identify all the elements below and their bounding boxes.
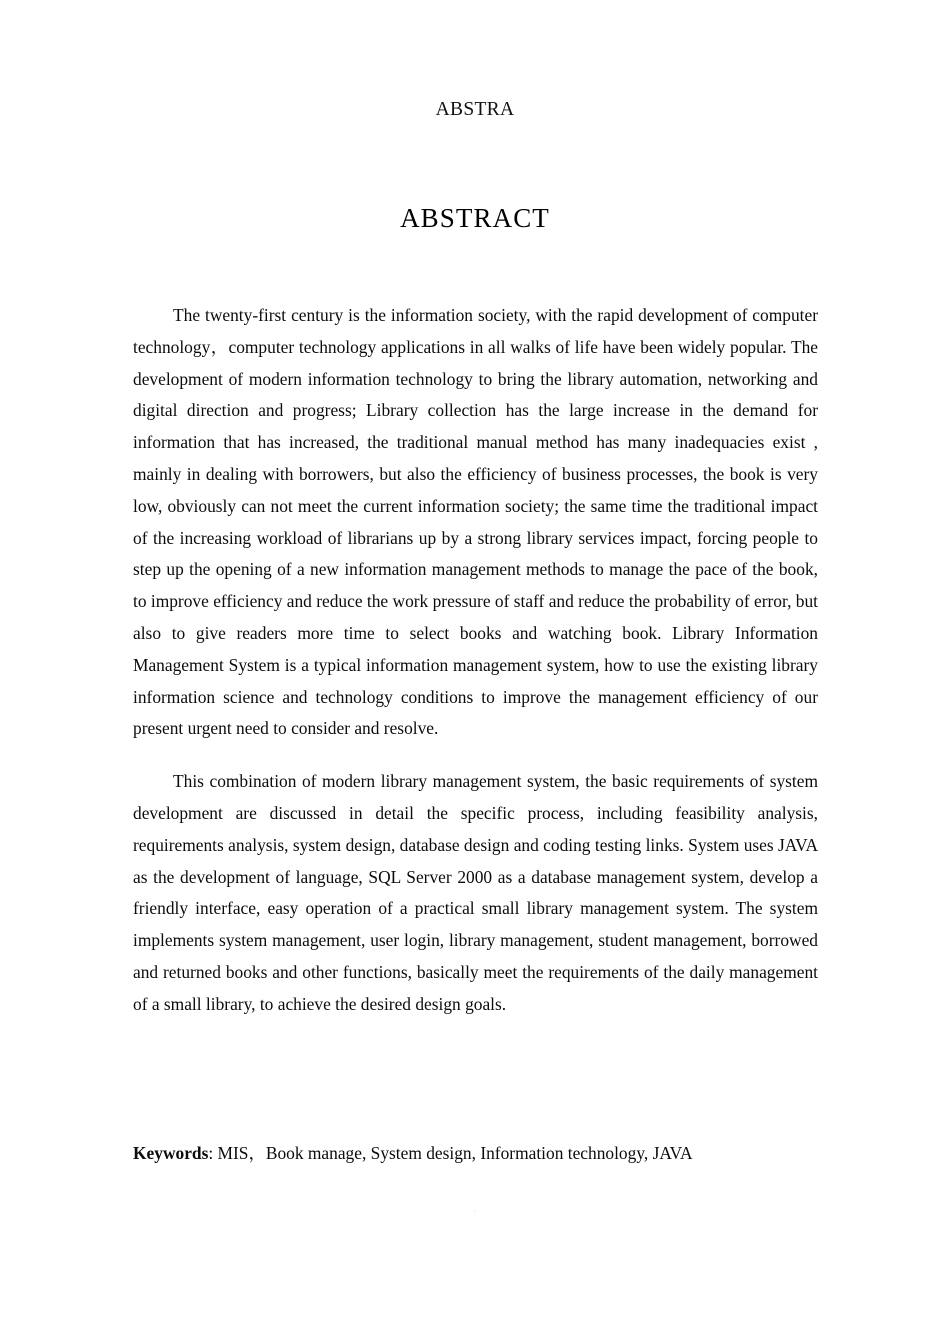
keywords-line [133, 1139, 823, 1167]
keywords-separator: : [208, 1143, 218, 1163]
keywords-values: MIS，Book manage, System design, Information technology, JAVA [217, 1143, 693, 1163]
running-header-text: ABSTRA [435, 99, 515, 120]
abstract-paragraph-2: This combination of modern library management system, the basic requirements of system development are discussed in detail the specific process, including feasibility analysis, requirements analysis, system design, database design and coding testing links. System uses JAVA as the development of language, SQL Server 2000 as a database management system, develop a friendly interface, easy operation of a practical small library management system. The system implements system management, user login, library management, student management, borrowed and returned books and other functions, basically meet the requirements of the daily management of a small library, to achieve the desired design goals. [133, 771, 818, 1014]
keywords-label: Keywords [133, 1143, 209, 1163]
running-header [0, 99, 950, 133]
abstract-paragraph-1: The twenty-first century is the information society, with the rapid development of computer technology，computer technology applications in all walks of life have been widely popular. The development of modern information technology to bring the library automation, networking and digital direction and progress; Library collection has the large increase in the demand for information that has increased, the traditional manual method has many inadequacies exist , mainly in dealing with borrowers, but also the efficiency of business processes, the book is very low, obviously can not meet the current information society; the same time the traditional impact of the increasing workload of librarians up by a strong library services impact, forcing people to step up the opening of a new information management methods to manage the pace of the book, to improve efficiency and reduce the work pressure of staff and reduce the probability of error, but also to give readers more time to select books and watching book. Library Information Management System is a typical information management system, how to use the existing library information science and technology conditions to improve the management efficiency of our present urgent need to consider and resolve. [133, 305, 818, 739]
page-title: ABSTRACT [400, 203, 550, 233]
abstract-body [133, 300, 818, 1021]
footer-page-mark: · [473, 1206, 477, 1216]
